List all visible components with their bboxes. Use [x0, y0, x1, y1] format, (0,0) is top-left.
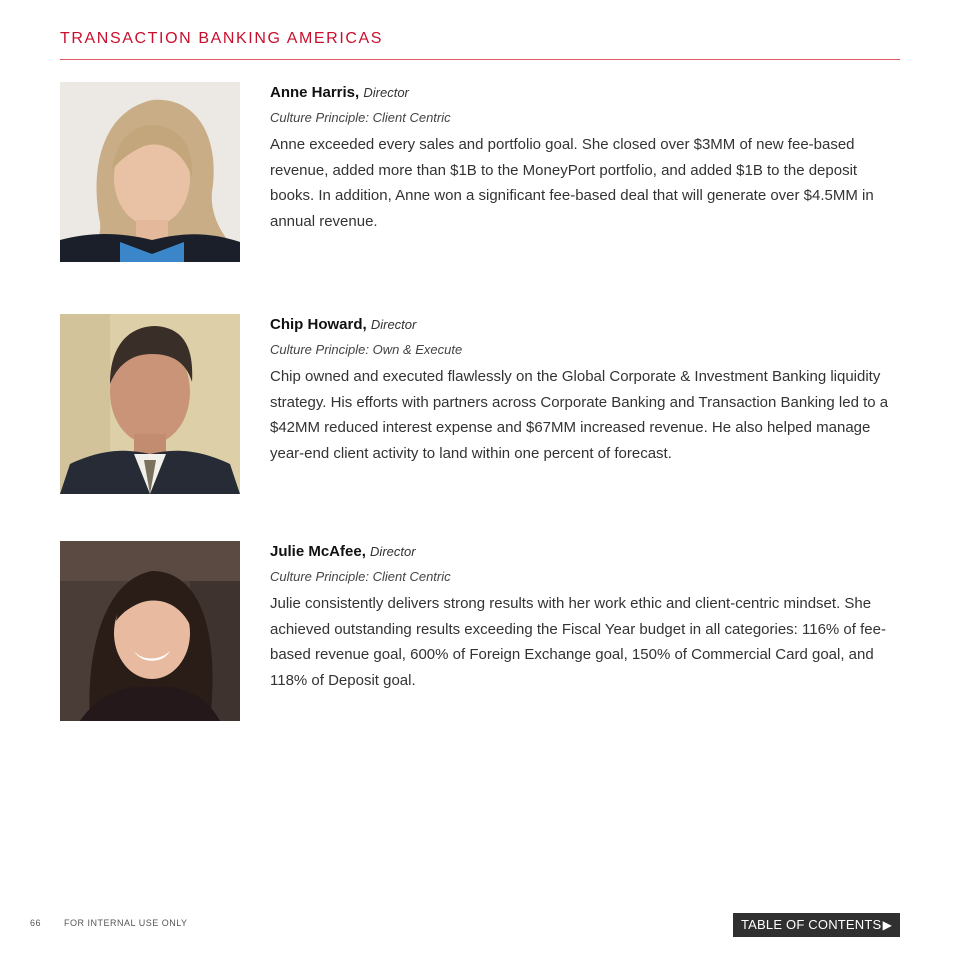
person-name: Julie McAfee,: [270, 543, 366, 560]
profile-photo: [60, 314, 240, 494]
culture-principle: Culture Principle: Own & Execute: [270, 342, 463, 357]
profile-heading: [270, 543, 902, 561]
profile-heading: [270, 316, 902, 334]
section-title: TRANSACTION BANKING AMERICAS: [60, 30, 384, 47]
page-footer: [30, 918, 188, 928]
person-title: Director: [370, 544, 416, 559]
profile-text: [270, 82, 902, 234]
culture-principle: Culture Principle: Client Centric: [270, 569, 451, 584]
play-arrow-icon: ▶: [882, 918, 892, 932]
profile-heading: [270, 84, 902, 102]
person-title: Director: [363, 85, 409, 100]
person-title: Director: [370, 317, 417, 332]
person-name: Chip Howard,: [270, 316, 367, 333]
profile-text: [270, 314, 902, 466]
toc-label: TABLE OF CONTENTS: [741, 917, 882, 932]
person-bio: Julie consistently delivers strong results with her work ethic and client-centric mindset. She achieved outstanding results exceeding the Fiscal Year budget in all categories: 116% of fee-based revenue goal, 600% of Foreign Exchange goal, 150% of Commercial Card goal, and 118% of Deposit goal.: [270, 595, 886, 689]
profile-text: [270, 541, 902, 693]
culture-principle: Culture Principle: Client Centric: [270, 110, 451, 125]
internal-use-notice: FOR INTERNAL USE ONLY: [64, 918, 188, 928]
profile-photo: [60, 82, 240, 262]
table-of-contents-button[interactable]: [733, 913, 900, 937]
profile-photo: [60, 541, 240, 721]
page-number: 66: [30, 918, 42, 928]
person-bio: Chip owned and executed flawlessly on the Global Corporate & Investment Banking liquidity strategy. His efforts with partners across Corporate Banking and Transaction Banking led to a $42MM reduced interest expense and $67MM increased revenue. He also helped manage year-end client activity to land within one percent of forecast.: [270, 368, 889, 462]
person-bio: Anne exceeded every sales and portfolio goal. She closed over $3MM of new fee-based revenue, added more than $1B to the MoneyPort portfolio, and added $1B to the deposit books. In addition, Anne won a significant fee-based deal that will generate over $4.5MM in annual revenue.: [270, 136, 874, 230]
header-divider: [60, 59, 900, 60]
person-name: Anne Harris,: [270, 84, 360, 101]
